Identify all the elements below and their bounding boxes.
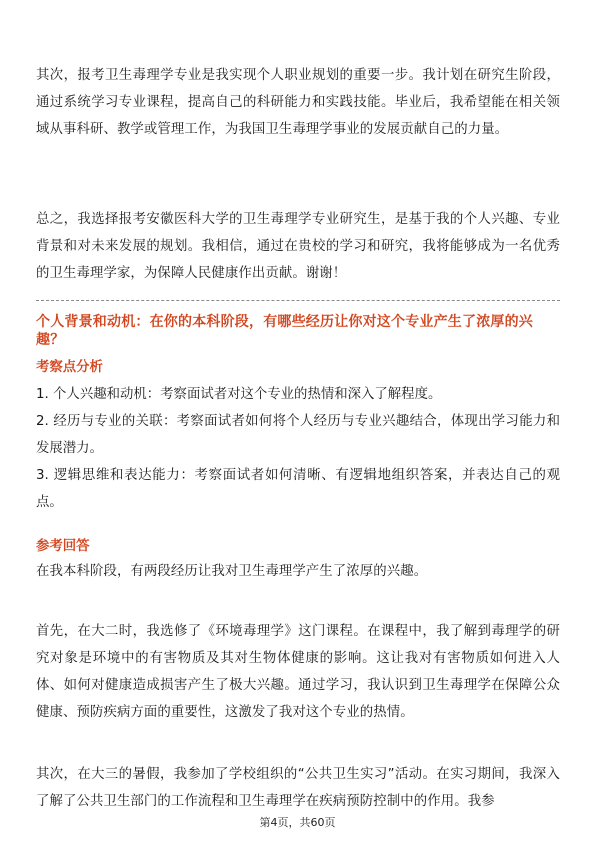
conclusion-section <box>36 206 560 287</box>
analysis-section <box>36 359 560 516</box>
answer-paragraph-1: 首先，在大二时，我选修了《环境毒理学》这门课程。在课程中，我了解到毒理学的研究对象是环境中的有害物质及其对生物体健康的影响。这让我对有害物质如何进入人体、如何对健康造成损害产生了极大兴趣。通过学习，我认识到卫生毒理学在保障公众健康、预防疾病方面的重要性，这激发了我对这个专业的热情。 <box>36 624 560 720</box>
analysis-list <box>36 381 560 516</box>
answer-section <box>36 538 560 585</box>
question-block <box>36 313 560 349</box>
analysis-item: 3. 逻辑思维和表达能力：考察面试者如何清晰、有逻辑地组织答案，并表达自己的观点。 <box>36 468 560 510</box>
answer-lead: 在我本科阶段，有两段经历让我对卫生毒理学产生了浓厚的兴趣。 <box>36 564 428 579</box>
intro-section <box>36 62 560 143</box>
answer-body-2 <box>36 761 560 815</box>
analysis-item: 2. 经历与专业的关联：考察面试者如何将个人经历与专业兴趣结合，体现出学习能力和发展潜力。 <box>36 414 560 456</box>
analysis-item: 1. 个人兴趣和动机：考察面试者对这个专业的热情和深入了解程度。 <box>36 387 442 402</box>
intro-paragraph-2: 总之，我选择报考安徽医科大学的卫生毒理学专业研究生，是基于我的个人兴趣、专业背景和对未来发展的规划。我相信，通过在贵校的学习和研究，我将能够成为一名优秀的卫生毒理学家，为保障人民健康作出贡献。谢谢！ <box>36 212 560 281</box>
question-title: 个人背景和动机：在你的本科阶段，有哪些经历让你对这个专业产生了浓厚的兴趣？ <box>36 314 533 348</box>
answer-body-1 <box>36 618 560 726</box>
section-divider <box>36 300 560 301</box>
answer-heading: 参考回答 <box>36 539 90 554</box>
answer-paragraph-2: 其次，在大三的暑假，我参加了学校组织的“公共卫生实习”活动。在实习期间，我深入了解了公共卫生部门的工作流程和卫生毒理学在疾病预防控制中的作用。我参 <box>36 767 560 809</box>
analysis-heading: 考察点分析 <box>36 360 103 375</box>
intro-paragraph-1: 其次，报考卫生毒理学专业是我实现个人职业规划的重要一步。我计划在研究生阶段，通过系统学习专业课程，提高自己的科研能力和实践技能。毕业后，我希望能在相关领域从事科研、教学或管理工作，为我国卫生毒理学事业的发展贡献自己的力量。 <box>36 68 560 137</box>
page-number: 第4页，共60页 <box>259 816 336 829</box>
